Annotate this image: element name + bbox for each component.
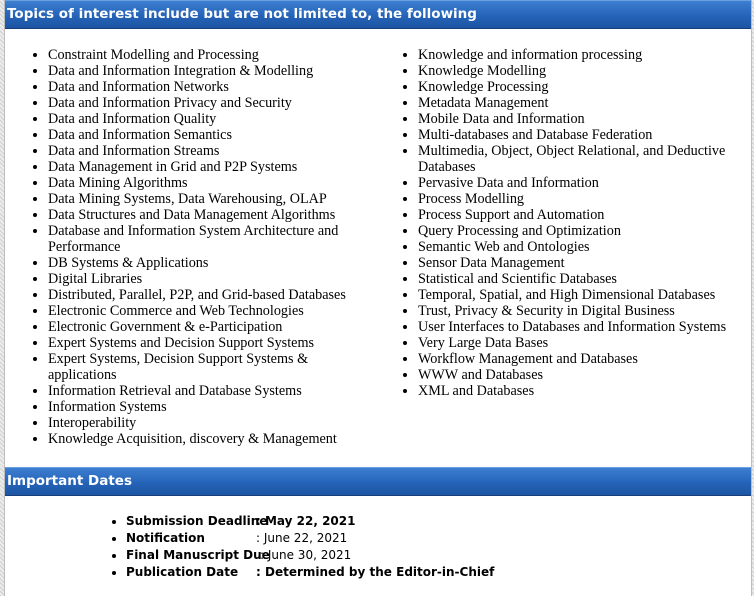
topic-item: • Temporal, Spatial, and High Dimensional Databases	[418, 287, 748, 303]
topic-item: • Electronic Commerce and Web Technologies	[48, 303, 348, 319]
topic-item: • Data Mining Algorithms	[48, 175, 348, 191]
topic-item: • Mobile Data and Information	[418, 111, 748, 127]
date-value: : Determined by the Editor-in-Chief	[256, 565, 495, 579]
topic-item: • DB Systems & Applications	[48, 255, 348, 271]
date-label: Final Manuscript Due	[126, 548, 270, 562]
topic-item: • Data and Information Streams	[48, 143, 348, 159]
topic-item: • Electronic Government & e-Participation	[48, 319, 348, 335]
topic-item: • Interoperability	[48, 415, 348, 431]
date-item	[126, 530, 494, 547]
topic-item: • Information Systems	[48, 399, 348, 415]
topic-item: • Data and Information Quality	[48, 111, 348, 127]
date-label: Publication Date	[126, 565, 239, 579]
topic-item: • Very Large Data Bases	[418, 335, 748, 351]
topic-item: • Metadata Management	[418, 95, 748, 111]
date-value: : June 30, 2021	[260, 548, 352, 562]
topic-item: • Expert Systems and Decision Support Systems	[48, 335, 348, 351]
topic-item: • Data and Information Networks	[48, 79, 348, 95]
topic-item: • Knowledge Processing	[418, 79, 748, 95]
topic-item: • Data and Information Privacy and Security	[48, 95, 348, 111]
topic-item: • Data Management in Grid and P2P Systems	[48, 159, 348, 175]
topic-item: • Pervasive Data and Information	[418, 175, 748, 191]
topic-item: • Multimedia, Object, Object Relational, and Deductive Databases	[418, 143, 748, 175]
topic-item: • User Interfaces to Databases and Information Systems	[418, 319, 748, 335]
topic-item: • Semantic Web and Ontologies	[418, 239, 748, 255]
date-value: : June 22, 2021	[256, 531, 348, 545]
topic-item: • Statistical and Scientific Databases	[418, 271, 748, 287]
topic-item: • Trust, Privacy & Security in Digital Business	[418, 303, 748, 319]
topic-item: • Constraint Modelling and Processing	[48, 47, 348, 63]
topic-item: • Data Mining Systems, Data Warehousing, OLAP	[48, 191, 348, 207]
topics-section-header: Topics of interest include but are not limited to, the following	[5, 0, 751, 29]
date-value: : May 22, 2021	[256, 514, 356, 528]
date-item	[126, 513, 494, 530]
topic-item: • Data and Information Integration & Modelling	[48, 63, 348, 79]
topics-list-right	[379, 47, 748, 399]
topics-list-left	[9, 47, 348, 447]
topic-item: • Data and Information Semantics	[48, 127, 348, 143]
topic-item: • WWW and Databases	[418, 367, 748, 383]
topic-item: • Knowledge Acquisition, discovery & Management	[48, 431, 348, 447]
topic-item: • Distributed, Parallel, P2P, and Grid-based Databases	[48, 287, 348, 303]
topic-item: • Data Structures and Data Management Algorithms	[48, 207, 348, 223]
topic-item: • Multi-databases and Database Federation	[418, 127, 748, 143]
topic-item: • Query Processing and Optimization	[418, 223, 748, 239]
topic-item: • Information Retrieval and Database Systems	[48, 383, 348, 399]
topic-item: • Expert Systems, Decision Support Systems & applications	[48, 351, 348, 383]
date-item	[126, 564, 494, 581]
important-dates-list	[87, 513, 494, 581]
content-panel	[4, 0, 752, 596]
date-item	[126, 547, 494, 564]
topic-item: • Sensor Data Management	[418, 255, 748, 271]
topic-item: • Digital Libraries	[48, 271, 348, 287]
topic-item: • Knowledge Modelling	[418, 63, 748, 79]
date-label: Submission Deadline	[126, 514, 268, 528]
topic-item: • Process Support and Automation	[418, 207, 748, 223]
dates-section-header: Important Dates	[5, 467, 751, 496]
topic-item: • Knowledge and information processing	[418, 47, 748, 63]
topic-item: • Workflow Management and Databases	[418, 351, 748, 367]
topic-item: • XML and Databases	[418, 383, 748, 399]
topic-item: • Process Modelling	[418, 191, 748, 207]
topic-item: • Database and Information System Architecture and Performance	[48, 223, 348, 255]
date-label: Notification	[126, 531, 205, 545]
